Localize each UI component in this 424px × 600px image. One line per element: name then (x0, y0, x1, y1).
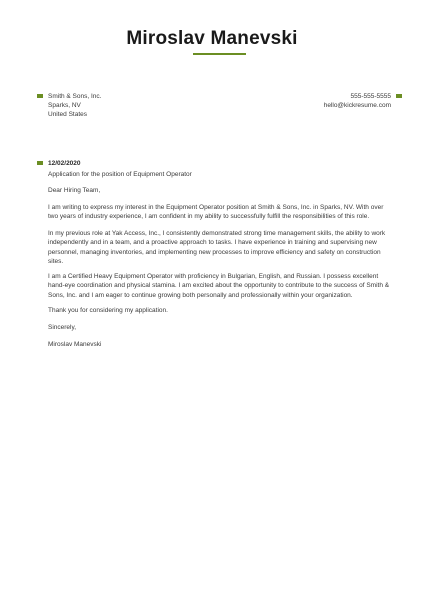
letter-greeting: Dear Hiring Team, (48, 187, 101, 194)
name-accent-underline (193, 53, 246, 55)
contact-marker-icon (396, 94, 402, 98)
applicant-name-heading: Miroslav Manevski (126, 28, 298, 49)
recipient-marker-icon (37, 94, 43, 98)
letter-signature: Miroslav Manevski (48, 341, 102, 348)
contact-phone: 555-555-5555 (350, 93, 391, 100)
letter-paragraph: I am writing to express my interest in the Equipment Operator position at Smith & Sons, Inc. in Sparks, NV. With over two years of industry experience, I am confident in my ability to successfully fulfill the responsibilities of this role. (48, 204, 384, 221)
letter-paragraph: Thank you for considering my application. (48, 307, 168, 314)
recipient-company: Smith & Sons, Inc. (48, 93, 102, 100)
recipient-city: Sparks, NV (48, 102, 81, 109)
contact-email: hello@kickresume.com (323, 102, 391, 109)
letter-paragraph: In my previous role at Yak Access, Inc., I consistently demonstrated strong time management skills, the ability to work independently and in a team, and a proactive approach to tasks. I have experience in training and supervising new personnel, managing inventories, and implementing new processes to improve efficiency and safety on construction sites. (48, 230, 386, 265)
letter-date: 12/02/2020 (48, 160, 81, 167)
letter-paragraph: I am a Certified Heavy Equipment Operator with proficiency in Bulgarian, English, and Russian. I possess excellent hand-eye coordination and physical stamina. I am excited about the opportunity to contribute to the success of Smith & Sons, Inc. and I am eager to continue growing both personally and professionally within your organization. (48, 273, 390, 299)
letter-subject: Application for the position of Equipment Operator (48, 171, 192, 178)
letter-closing: Sincerely, (48, 324, 77, 331)
date-marker-icon (37, 161, 43, 165)
recipient-country: United States (48, 111, 88, 118)
